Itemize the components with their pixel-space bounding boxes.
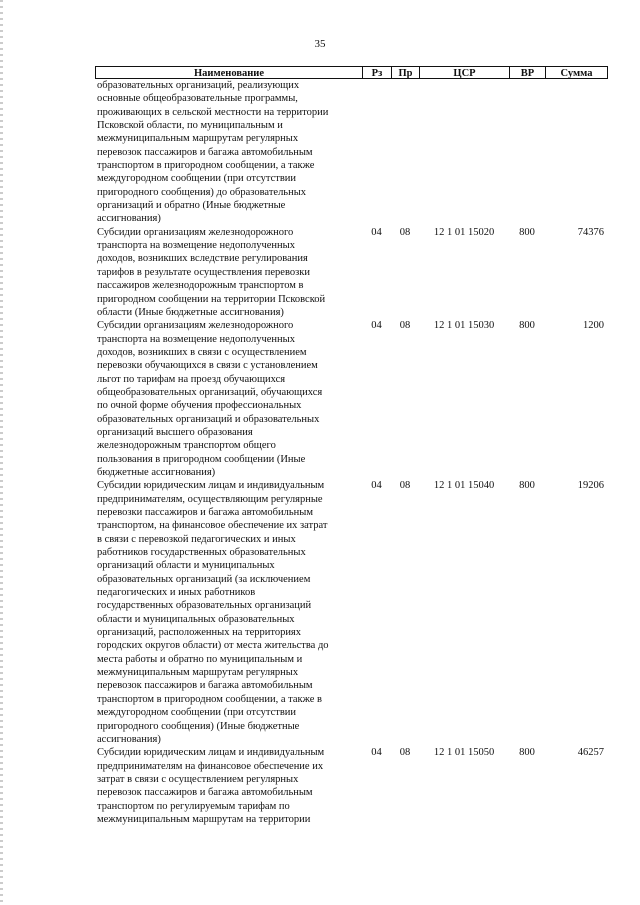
row-sum: [545, 79, 606, 226]
table-row: [95, 479, 608, 746]
page-number: 35: [314, 38, 326, 50]
table-row: [95, 226, 608, 319]
row-csr: 12 1 01 15020: [433, 226, 495, 238]
row-rz: [362, 79, 391, 226]
row-pr: 08: [399, 226, 411, 238]
table-row: [95, 746, 608, 826]
table-row: [95, 79, 608, 226]
row-csr: 12 1 01 15030: [433, 320, 495, 332]
header-rz: Рз: [363, 67, 392, 78]
row-sum: 74376: [577, 226, 604, 238]
row-sum: 46257: [577, 747, 604, 759]
header-csr: ЦСР: [420, 67, 510, 78]
row-pr: 08: [399, 480, 411, 492]
row-rz: 04: [371, 226, 382, 238]
header-name: Наименование: [96, 67, 363, 78]
budget-table: [95, 66, 608, 826]
row-name: Субсидии юридическим лицам и индивидуальным предпринимателям на финансовое обеспечение их затрат в связи с осуществлением регулярных перевозок пассажиров и багажа автомобильным транспортом по регулируемым тарифам по межмуниципальным маршрутам на территории: [97, 747, 325, 825]
row-vr: 800: [519, 747, 535, 759]
row-csr: 12 1 01 15040: [433, 480, 495, 492]
row-csr: 12 1 01 15050: [433, 747, 495, 759]
row-name: образовательных организаций, реализующих основные общеобразовательные программы, проживающих в сельской местности на территории Псковской области, по муниципальным и межмуниципальным маршрутам регулярных перевозок пассажиров и багажа автомобильным транспортом в пригородном сообщении, а также междугородном сообщении (при отсутствии пригородного сообщения) до образовательных организаций и обратно (Иные бюджетные ассигнования): [97, 80, 329, 225]
table-header: [95, 66, 608, 79]
scan-edge: [0, 0, 3, 905]
row-pr: 08: [399, 747, 411, 759]
header-sum: Сумма: [560, 68, 593, 79]
row-pr: [391, 79, 419, 226]
row-rz: 04: [371, 320, 382, 332]
row-name: Субсидии организациям железнодорожного транспорта на возмещение недополученных доходов, возникших вследствие регулирования тарифов в результате осуществления перевозки пассажиров железнодорожным транспортом в пригородном сообщении на территории Псковской области (Иные бюджетные ассигнования): [97, 226, 326, 318]
row-sum: 1200: [583, 320, 604, 332]
row-csr: [419, 79, 509, 226]
row-vr: 800: [519, 320, 535, 332]
row-vr: 800: [519, 480, 535, 492]
row-vr: 800: [519, 226, 535, 238]
row-sum: 19206: [577, 480, 604, 492]
row-vr: [509, 79, 545, 226]
row-rz: 04: [371, 747, 382, 759]
row-name: Субсидии организациям железнодорожного транспорта на возмещение недополученных доходов, возникших в связи с осуществлением перевозки обучающихся в связи с установлением льгот по тарифам на проезд обучающихся общеобразовательных организаций, обучающихся по очной форме обучения профессиональных образовательных организаций и образовательных организаций высшего образования железнодорожным транспортом общего пользования в пригородном сообщении (Иные бюджетные ассигнования): [97, 320, 323, 478]
row-pr: 08: [399, 320, 411, 332]
row-rz: 04: [371, 480, 382, 492]
header-vr: ВР: [510, 67, 546, 78]
row-name: Субсидии юридическим лицам и индивидуальным предпринимателям, осуществляющим регулярные перевозки пассажиров и багажа автомобильным транспортом, на финансовое обеспечение их затрат в связи с перевозкой педагогических и иных работников государственных образовательных организаций области и муниципальных образовательных организаций (за исключением педагогических и иных работников государственных образовательных организаций области и муниципальных образовательных организаций, расположенных на территориях городских округов области) от места жительства до места работы и обратно по муниципальным и межмуниципальным маршрутам регулярных перевозок пассажиров и багажа автомобильным транспортом в пригородном сообщении, а также в междугородном сообщении (при отсутствии пригородного сообщения) (Иные бюджетные ассигнования): [97, 480, 329, 745]
table-row: [95, 319, 608, 479]
header-pr: Пр: [392, 67, 420, 78]
